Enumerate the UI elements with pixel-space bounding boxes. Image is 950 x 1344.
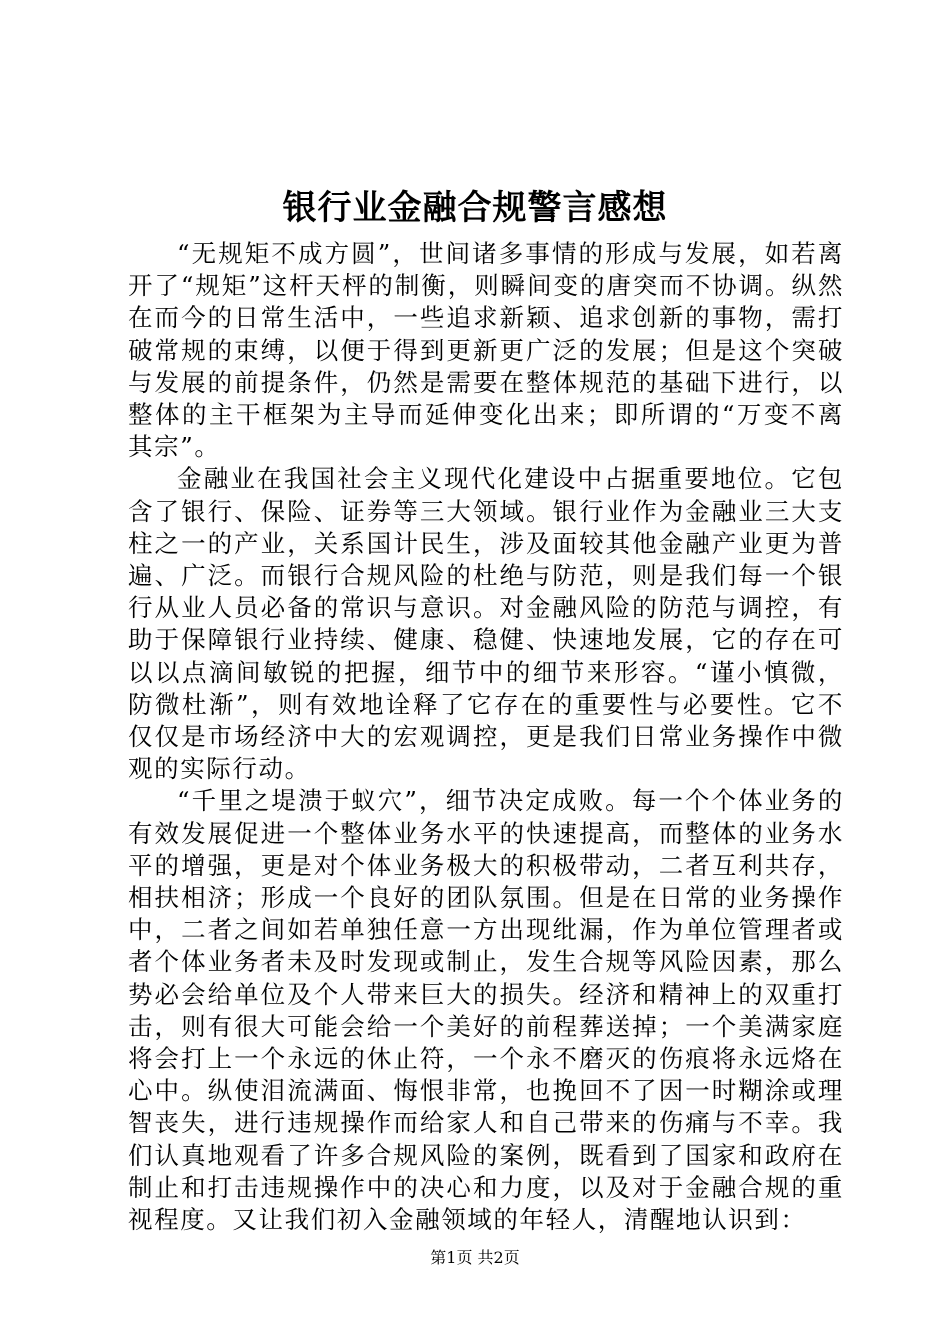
paragraph-3: “千里之堤溃于蚁穴”，细节决定成败。每一个个体业务的有效发展促进一个整体业务水平的快速提高，而整体的业务水平的增强，更是对个体业务极大的积极带动，二者互利共存，相扶相济；形成一个良好的团队氛围。但是在日常的业务操作中，二者之间如若单独任意一方出现纰漏，作为单位管理者或者个体业务者未及时发现或制止，发生合规等风险因素，那么势必会给单位及个人带来巨大的损失。经济和精神上的双重打击，则有很大可能会给一个美好的前程葬送掉；一个美满家庭将会打上一个永远的休止符，一个永不磨灭的伤痕将永远烙在心中。纵使泪流满面、悔恨非常，也挽回不了因一时糊涂或理智丧失，进行违规操作而给家人和自己带来的伤痛与不幸。我们认真地观看了许多合规风险的案例，既看到了国家和政府在制止和打击违规操作中的决心和力度，以及对于金融合规的重视程度。又让我们初入金融领域的年轻人，清醒地认识到： xyxy=(128,786,844,1235)
document-title: 银行业金融合规警言感想 xyxy=(282,188,668,228)
paragraph-2: 金融业在我国社会主义现代化建设中占据重要地位。它包含了银行、保险、证券等三大领域。银行业作为金融业三大支柱之一的产业，关系国计民生，涉及面较其他金融产业更为普遍、广泛。而银行合规风险的杜绝与防范，则是我们每一个银行从业人员必备的常识与意识。对金融风险的防范与调控，有助于保障银行业持续、健康、稳健、快速地发展，它的存在可以以点滴间敏锐的把握，细节中的细节来形容。“谨小慎微，防微杜渐”，则有效地诠释了它存在的重要性与必要性。它不仅仅是市场经济中大的宏观调控，更是我们日常业务操作中微观的实际行动。 xyxy=(128,464,844,784)
paragraph-1: “无规矩不成方圆”，世间诸多事情的形成与发展，如若离开了“规矩”这杆天枰的制衡，则瞬间变的唐突而不协调。纵然在而今的日常生活中，一些追求新颖、追求创新的事物，需打破常规的束缚，以便于得到更新更广泛的发展；但是这个突破与发展的前提条件，仍然是需要在整体规范的基础下进行，以整体的主干框架为主导而延伸变化出来；即所谓的“万变不离其宗”。 xyxy=(128,239,844,462)
page-footer: 第1页 共2页 xyxy=(430,1248,520,1267)
document-body xyxy=(128,238,844,1236)
